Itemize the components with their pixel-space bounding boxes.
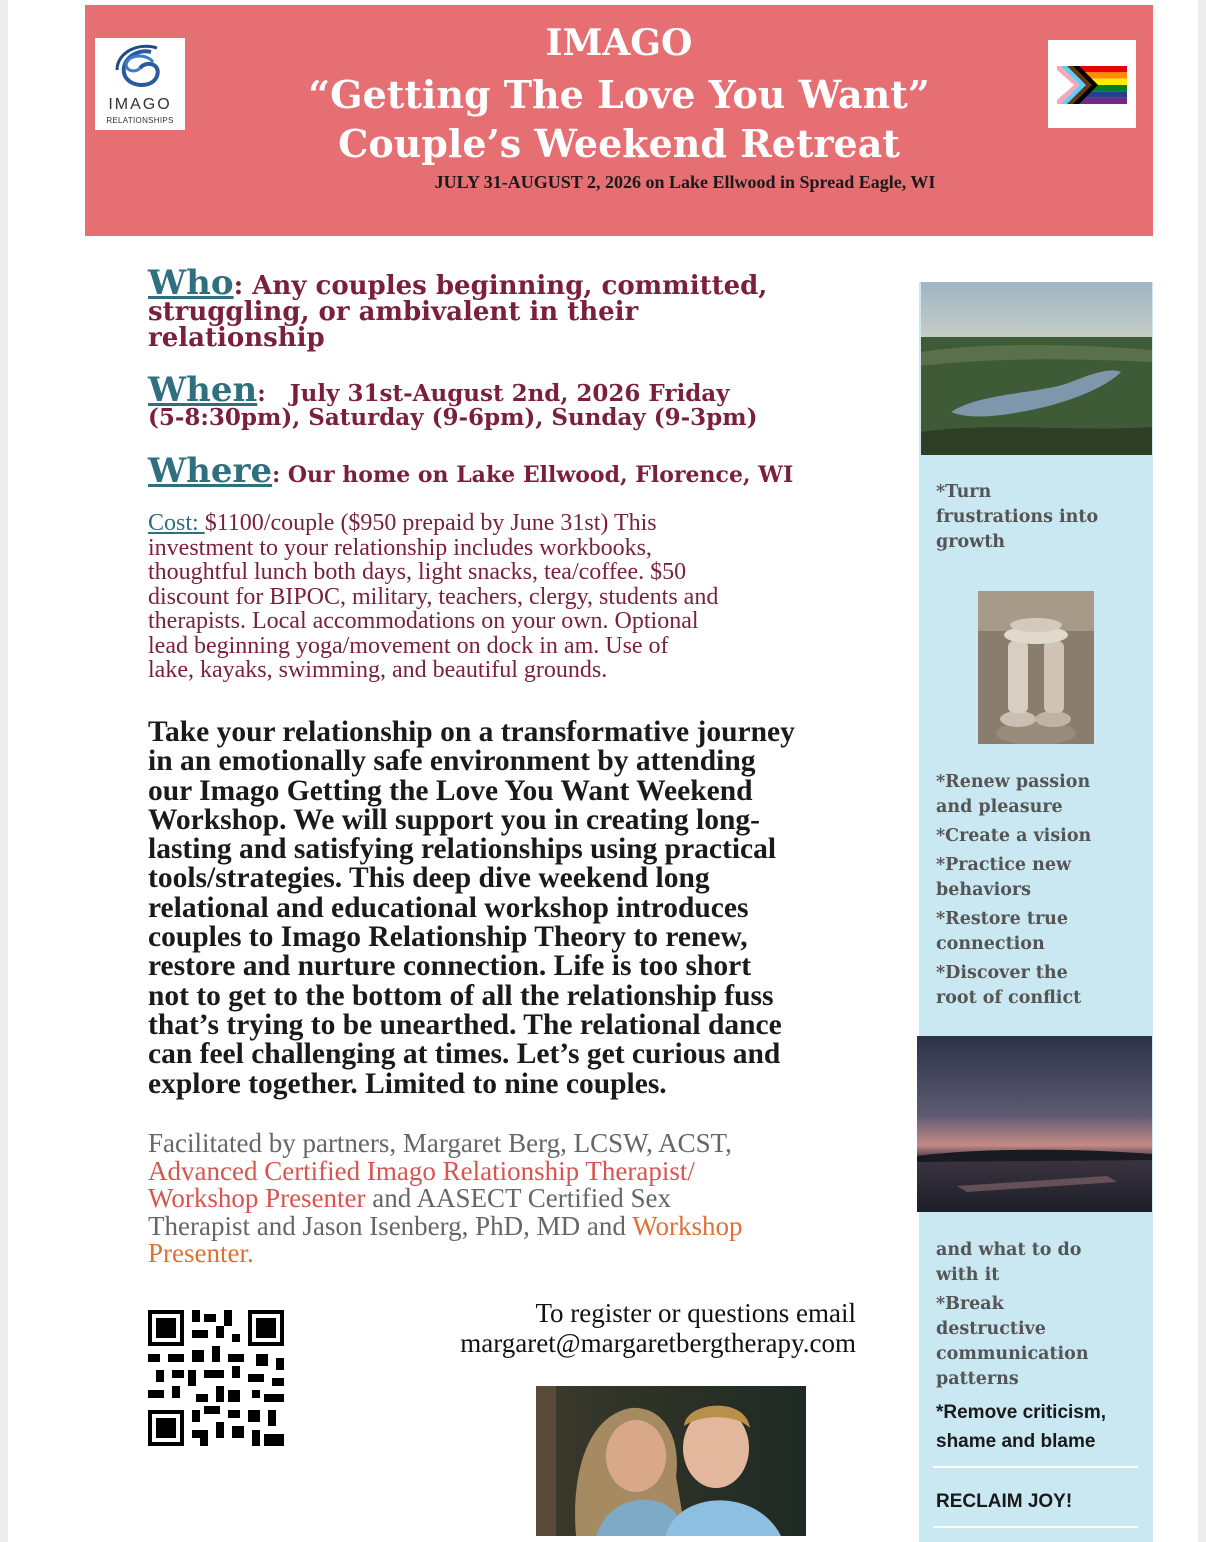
benefit-text: behaviors (936, 880, 1031, 900)
benefit-text: frustrations into (936, 507, 1099, 527)
benefit-text: *Create a vision (936, 826, 1092, 846)
register-prompt: To register or questions email (535, 1298, 856, 1328)
benefit-text: *Renew passion (936, 772, 1091, 792)
benefit-text: shame and blame (936, 1431, 1096, 1452)
description-line: couples to Imago Relationship Theory to renew, (148, 921, 748, 954)
where-text: Our home on Lake Ellwood, Florence, WI (287, 462, 794, 488)
lake-aerial-photo (921, 282, 1152, 455)
who-label: Who (148, 263, 234, 303)
facilitator-credential: Presenter. (148, 1238, 254, 1268)
qr-code[interactable] (148, 1310, 284, 1450)
description-line: can feel challenging at times. Let’s get curious and (148, 1038, 781, 1071)
description-paragraph (148, 718, 896, 1099)
when-line-1: July 31st-August 2nd, 2026 Friday (289, 380, 730, 407)
who-line-3: relationship (148, 323, 325, 353)
title-line-3: Couple’s Weekend Retreat (338, 121, 900, 166)
description-line: relational and educational workshop introduces (148, 891, 749, 924)
who-line-2: struggling, or ambivalent in their (148, 297, 639, 327)
cost-label: Cost: (148, 510, 205, 536)
benefit-list (936, 770, 1141, 1011)
cost-line-2: investment to your relationship includes workbooks, (148, 534, 652, 561)
logo-text: IMAGO (108, 96, 172, 113)
where-label: Where (148, 451, 273, 491)
register-info (350, 1298, 856, 1358)
facilitators-text: and AASECT Certified Sex (365, 1183, 672, 1213)
benefit-remove-criticism (936, 1398, 1141, 1456)
description-line: tools/strategies. This deep dive weekend long (148, 862, 710, 895)
reclaim-joy: RECLAIM JOY! (936, 1491, 1073, 1512)
description-line: our Imago Getting the Love You Want Weekend (148, 774, 753, 807)
qr-code-icon (148, 1310, 284, 1446)
divider (933, 1526, 1138, 1528)
benefit-text: patterns (936, 1369, 1019, 1389)
divider (933, 1466, 1138, 1468)
facilitator-credential: Advanced Certified Imago Relationship Therapist/ (148, 1155, 695, 1186)
description-line: restore and nurture connection. Life is too short (148, 950, 752, 983)
benefit-text: *Restore true (936, 909, 1069, 929)
cost-line-4: discount for BIPOC, military, teachers, clergy, students and (148, 583, 719, 610)
date-line: JULY 31-AUGUST 2, 2026 on Lake Ellwood in Spread Eagle, WI (434, 172, 936, 192)
benefit-text: *Remove criticism, (936, 1402, 1107, 1423)
stacked-stones-photo (978, 591, 1094, 744)
who-section: Who: Any couples beginning, committed, struggling, or ambivalent in their relationship (148, 263, 768, 353)
description-line: Take your relationship on a transformative journey (148, 716, 795, 748)
when-section: When: July 31st-August 2nd, 2026 Friday (5-8:30pm), Saturday (9-6pm), Sunday (9-3pm) (148, 370, 758, 431)
who-line-1: Any couples beginning, committed, (252, 271, 768, 301)
benefit-text: and what to do (936, 1240, 1082, 1260)
benefit-text: *Break (936, 1294, 1004, 1314)
facilitators-text: Therapist and Jason Isenberg, PhD, MD and (148, 1210, 633, 1241)
title-line-2: “Getting The Love You Want” (308, 72, 930, 117)
register-email-link[interactable]: margaret@margaretbergtherapy.com (460, 1328, 856, 1358)
description-line: Workshop. We will support you in creating long- (148, 803, 760, 836)
cost-section (148, 511, 893, 683)
where-section: Where: Our home on Lake Ellwood, Florence, WI (148, 451, 794, 491)
description-line: lasting and satisfying relationships using practical (148, 833, 777, 866)
description-line: that’s trying to be unearthed. The relational dance (148, 1008, 782, 1041)
benefit-text: *Turn (936, 482, 992, 502)
facilitators-paragraph (148, 1130, 893, 1268)
cost-line-3: thoughtful lunch both days, light snacks, tea/coffee. $50 (148, 559, 687, 585)
benefit-turn-frustrations (936, 480, 1141, 555)
benefit-text: *Practice new (936, 855, 1072, 875)
description-line: explore together. Limited to nine couples. (148, 1067, 667, 1100)
when-line-2: (5-8:30pm), Saturday (9-6pm), Sunday (9-3pm) (148, 404, 758, 431)
benefit-text: connection (936, 934, 1045, 954)
benefit-text: and pleasure (936, 797, 1063, 817)
when-label: When (148, 370, 258, 410)
cost-line-7: lake, kayaks, swimming, and beautiful grounds. (148, 657, 608, 683)
description-line: not to get to the bottom of all the relationship fuss (148, 979, 774, 1012)
cost-line-5: therapists. Local accommodations on your own. Optional (148, 608, 699, 634)
facilitators-text: Facilitated by partners, Margaret Berg, LCSW, ACST, (148, 1128, 732, 1158)
flag-box (1048, 40, 1136, 128)
benefit-text: growth (936, 532, 1006, 552)
benefit-list-2 (936, 1238, 1141, 1392)
benefit-text: communication (936, 1344, 1089, 1364)
benefit-text: root of conflict (936, 988, 1082, 1008)
description-line: in an emotionally safe environment by attending (148, 745, 756, 778)
title-line-1: IMAGO (545, 22, 693, 64)
cost-line-1: $1100/couple ($950 prepaid by June 31st) This (204, 510, 657, 536)
sunset-lake-photo (917, 1036, 1152, 1212)
facilitator-credential: Workshop (632, 1210, 743, 1241)
benefit-text: *Discover the (936, 963, 1068, 983)
couple-photo (536, 1386, 806, 1536)
benefit-text: with it (936, 1265, 1000, 1285)
logo-subtext: RELATIONSHIPS (106, 116, 174, 125)
progress-pride-flag-icon (1057, 66, 1127, 104)
benefit-text: destructive (936, 1319, 1046, 1339)
cost-line-6: lead beginning yoga/movement on dock in am. Use of (148, 632, 669, 659)
facilitator-credential: Workshop Presenter (148, 1183, 366, 1213)
